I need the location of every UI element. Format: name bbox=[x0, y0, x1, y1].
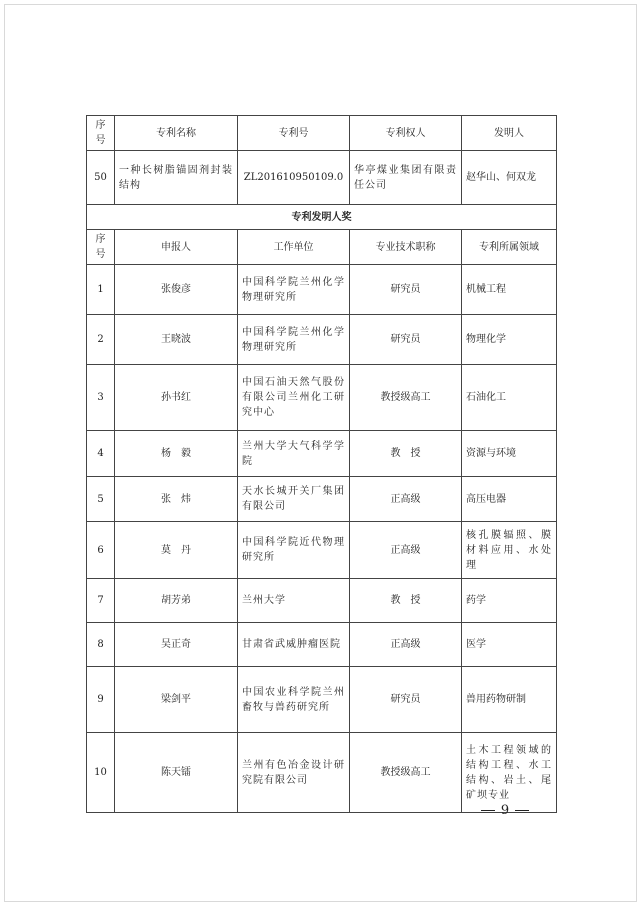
inventor-name: 胡芳弟 bbox=[115, 579, 238, 623]
inventor-unit: 兰州有色冶金设计研究院有限公司 bbox=[238, 733, 350, 813]
inventor-field: 兽用药物研制 bbox=[462, 667, 557, 733]
inventor-unit: 中国科学院兰州化学物理研究所 bbox=[238, 265, 350, 315]
header-cell: 专利权人 bbox=[350, 116, 462, 151]
inventor-field: 核孔膜辐照、膜材料应用、水处理 bbox=[462, 522, 557, 579]
inventor-field: 医学 bbox=[462, 623, 557, 667]
table-row bbox=[87, 431, 557, 477]
section-title: 专利发明人奖 bbox=[87, 205, 557, 230]
inventor-header-row bbox=[87, 230, 557, 265]
inventor-title: 正高级 bbox=[350, 522, 462, 579]
inventor-no: 1 bbox=[87, 265, 115, 315]
table-row bbox=[87, 579, 557, 623]
header-cell: 发明人 bbox=[462, 116, 557, 151]
inventor-field: 物理化学 bbox=[462, 315, 557, 365]
inventor-no: 10 bbox=[87, 733, 115, 813]
header-cell: 专利所属领域 bbox=[462, 230, 557, 265]
inventor-no: 5 bbox=[87, 477, 115, 522]
table-row bbox=[87, 522, 557, 579]
inventor-name: 孙书红 bbox=[115, 365, 238, 431]
table-row bbox=[87, 365, 557, 431]
header-cell: 工作单位 bbox=[238, 230, 350, 265]
inventor-name: 梁剑平 bbox=[115, 667, 238, 733]
inventor-field: 药学 bbox=[462, 579, 557, 623]
patent-row bbox=[87, 151, 557, 205]
inventor-title: 正高级 bbox=[350, 477, 462, 522]
inventor-no: 9 bbox=[87, 667, 115, 733]
patent-holder: 华亭煤业集团有限责任公司 bbox=[350, 151, 462, 205]
section-row bbox=[87, 205, 557, 230]
table-row bbox=[87, 265, 557, 315]
inventor-title: 正高级 bbox=[350, 623, 462, 667]
inventor-unit: 中国科学院兰州化学物理研究所 bbox=[238, 315, 350, 365]
inventor-name: 陈天镭 bbox=[115, 733, 238, 813]
inventor-field: 土木工程领域的结构工程、水工结构、岩土、尾矿坝专业 bbox=[462, 733, 557, 813]
inventor-unit: 中国石油天然气股份有限公司兰州化工研究中心 bbox=[238, 365, 350, 431]
inventor-unit: 兰州大学大气科学学院 bbox=[238, 431, 350, 477]
inventor-name: 杨 毅 bbox=[115, 431, 238, 477]
inventor-no: 7 bbox=[87, 579, 115, 623]
inventor-no: 6 bbox=[87, 522, 115, 579]
inventor-name: 莫 丹 bbox=[115, 522, 238, 579]
table-row bbox=[87, 623, 557, 667]
header-cell: 序号 bbox=[87, 230, 115, 265]
table-row bbox=[87, 477, 557, 522]
header-cell: 申报人 bbox=[115, 230, 238, 265]
inventor-title: 研究员 bbox=[350, 667, 462, 733]
page-number bbox=[470, 803, 540, 818]
page-number-dash-right bbox=[515, 810, 529, 811]
inventor-unit: 甘肃省武威肿瘤医院 bbox=[238, 623, 350, 667]
table-row bbox=[87, 667, 557, 733]
patent-number: ZL201610950109.0 bbox=[238, 151, 350, 205]
header-cell: 专业技术职称 bbox=[350, 230, 462, 265]
table-row bbox=[87, 315, 557, 365]
inventor-field: 资源与环境 bbox=[462, 431, 557, 477]
header-cell: 序号 bbox=[87, 116, 115, 151]
inventor-title: 教授级高工 bbox=[350, 733, 462, 813]
inventor-title: 研究员 bbox=[350, 265, 462, 315]
inventor-no: 4 bbox=[87, 431, 115, 477]
header-cell: 专利名称 bbox=[115, 116, 238, 151]
header-cell: 专利号 bbox=[238, 116, 350, 151]
page-number-dash-left bbox=[481, 810, 495, 811]
inventor-field: 高压电器 bbox=[462, 477, 557, 522]
table-row bbox=[87, 733, 557, 813]
inventor-no: 3 bbox=[87, 365, 115, 431]
inventor-unit: 中国农业科学院兰州畜牧与兽药研究所 bbox=[238, 667, 350, 733]
patent-no: 50 bbox=[87, 151, 115, 205]
award-table bbox=[86, 115, 557, 813]
inventor-name: 张 炜 bbox=[115, 477, 238, 522]
inventor-title: 研究员 bbox=[350, 315, 462, 365]
inventor-name: 王晓波 bbox=[115, 315, 238, 365]
inventor-name: 张俊彦 bbox=[115, 265, 238, 315]
inventor-unit: 天水长城开关厂集团有限公司 bbox=[238, 477, 350, 522]
inventor-field: 机械工程 bbox=[462, 265, 557, 315]
inventor-no: 8 bbox=[87, 623, 115, 667]
inventor-title: 教 授 bbox=[350, 431, 462, 477]
patent-name: 一种长树脂锚固剂封装结构 bbox=[115, 151, 238, 205]
inventor-title: 教授级高工 bbox=[350, 365, 462, 431]
inventor-no: 2 bbox=[87, 315, 115, 365]
inventor-title: 教 授 bbox=[350, 579, 462, 623]
page-number-value: 9 bbox=[500, 803, 510, 818]
inventor-name: 吴正奇 bbox=[115, 623, 238, 667]
patent-inventors: 赵华山、何双龙 bbox=[462, 151, 557, 205]
inventor-unit: 中国科学院近代物理研究所 bbox=[238, 522, 350, 579]
inventor-field: 石油化工 bbox=[462, 365, 557, 431]
patent-header-row bbox=[87, 116, 557, 151]
inventor-unit: 兰州大学 bbox=[238, 579, 350, 623]
